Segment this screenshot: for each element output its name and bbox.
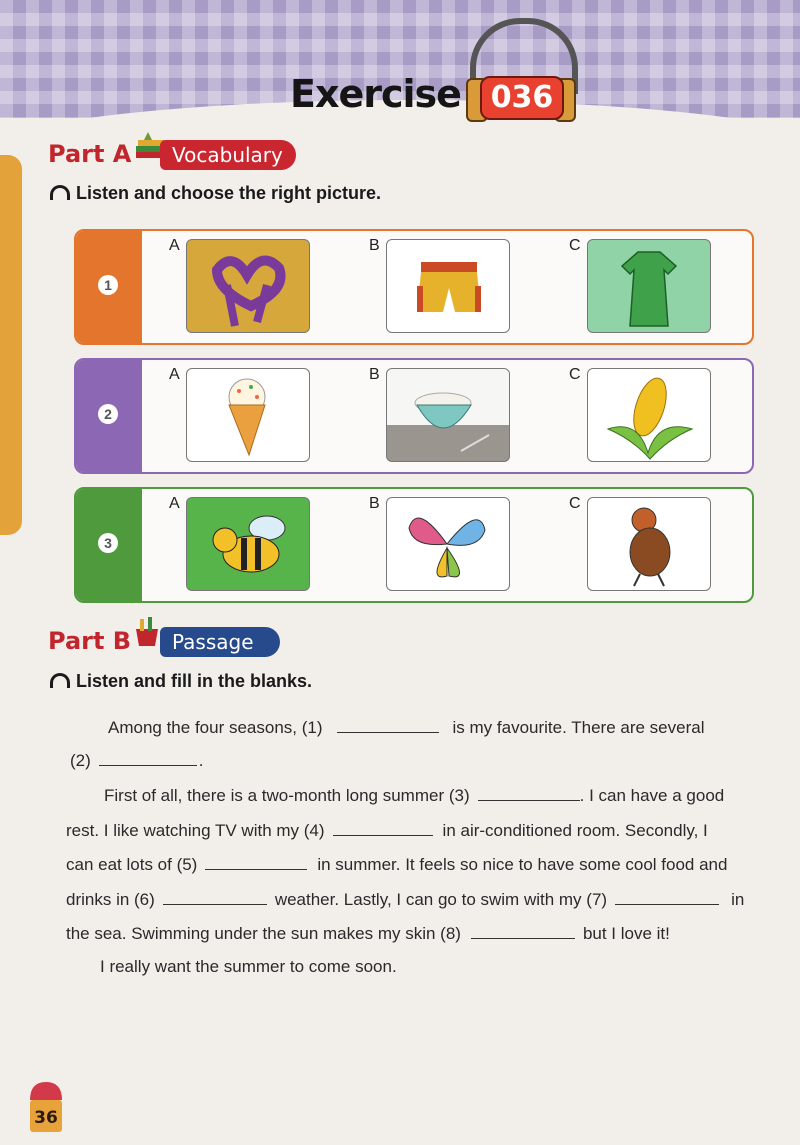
part-a-instruction-text: Listen and choose the right picture. (76, 183, 382, 203)
passage-text-run: weather. Lastly, I can go to swim with my (7) (274, 890, 608, 909)
question-number: 3 (98, 533, 118, 553)
passage-text-run: (2) (70, 751, 91, 770)
blank-1[interactable] (337, 716, 439, 733)
butterfly-icon (387, 498, 509, 590)
passage-line-4 (66, 819, 708, 841)
blank-5[interactable] (205, 853, 307, 870)
option-letter: C (569, 366, 581, 383)
pencil-cup-icon (130, 617, 164, 647)
blank-8[interactable] (471, 922, 575, 939)
shorts-icon (387, 240, 509, 332)
passage-line-2 (70, 749, 204, 771)
cricket-icon (588, 498, 710, 590)
passage-line-6 (66, 888, 744, 910)
option-letter: A (169, 237, 180, 254)
passage-text-run: I really want the summer to come soon. (100, 957, 397, 976)
passage-text-run: First of all, there is a two-month long summer (3) (104, 786, 470, 805)
blank-3[interactable] (478, 784, 580, 801)
exercise-badge (466, 18, 576, 118)
blank-4[interactable] (333, 819, 433, 836)
passage-text-run: drinks in (6) (66, 890, 155, 909)
vocabulary-pill: Vocabulary (160, 140, 296, 170)
option-3c[interactable] (587, 497, 711, 591)
option-letter: C (569, 237, 581, 254)
scarf-icon (187, 240, 309, 332)
option-3b[interactable] (386, 497, 510, 591)
passage-text-run: . I can have a good (579, 786, 725, 805)
rice-bowl-icon (387, 369, 509, 461)
passage-text-run: in air-conditioned room. Secondly, I (442, 821, 708, 840)
passage-line-8 (100, 957, 397, 977)
bee-icon (187, 498, 309, 590)
passage-text-run: the sea. Swimming under the sun makes my skin (8) (66, 924, 461, 943)
option-3a[interactable] (186, 497, 310, 591)
passage-text-run: but I love it! (582, 924, 670, 943)
option-2c[interactable] (587, 368, 711, 462)
passage-text-run: . (198, 751, 204, 770)
exercise-number: 036 (480, 76, 564, 120)
option-letter: B (369, 237, 380, 254)
part-b-instruction-text: Listen and fill in the blanks. (76, 671, 313, 691)
part-a-instruction (50, 183, 381, 204)
option-letter: A (169, 495, 180, 512)
headphones-small-icon (50, 673, 70, 688)
part-a-label: Part A (48, 140, 132, 168)
passage-line-3 (104, 784, 724, 806)
passage-text-run: can eat lots of (5) (66, 855, 198, 874)
blank-2[interactable] (99, 749, 197, 766)
passage-pill: Passage (160, 627, 280, 657)
passage-text-run: in summer. It feels so nice to have some cool food and (317, 855, 728, 874)
passage-line-5 (66, 853, 727, 875)
passage-text-run: in (731, 890, 745, 909)
unit-side-tab (0, 155, 22, 535)
exercise-title: Exercise (290, 72, 461, 116)
blank-6[interactable] (163, 888, 267, 905)
option-2b[interactable] (386, 368, 510, 462)
question-number: 2 (98, 404, 118, 424)
option-2a[interactable] (186, 368, 310, 462)
passage-line-1 (108, 716, 704, 738)
page-number: 36 (34, 1108, 58, 1128)
headphones-small-icon (50, 185, 70, 200)
option-1a[interactable] (186, 239, 310, 333)
option-letter: B (369, 366, 380, 383)
passage-line-7 (66, 922, 670, 944)
passage-text-run: is my favourite. There are several (452, 718, 705, 737)
corn-icon (588, 369, 710, 461)
part-b-instruction (50, 671, 312, 692)
ice-cream-icon (187, 369, 309, 461)
option-1c[interactable] (587, 239, 711, 333)
option-letter: A (169, 366, 180, 383)
question-number: 1 (98, 275, 118, 295)
option-1b[interactable] (386, 239, 510, 333)
passage-text-run: rest. I like watching TV with my (4) (66, 821, 325, 840)
option-letter: B (369, 495, 380, 512)
dress-icon (588, 240, 710, 332)
part-b-label: Part B (48, 627, 132, 655)
blank-7[interactable] (615, 888, 719, 905)
passage-text-run: Among the four seasons, (1) (108, 718, 323, 737)
option-letter: C (569, 495, 581, 512)
